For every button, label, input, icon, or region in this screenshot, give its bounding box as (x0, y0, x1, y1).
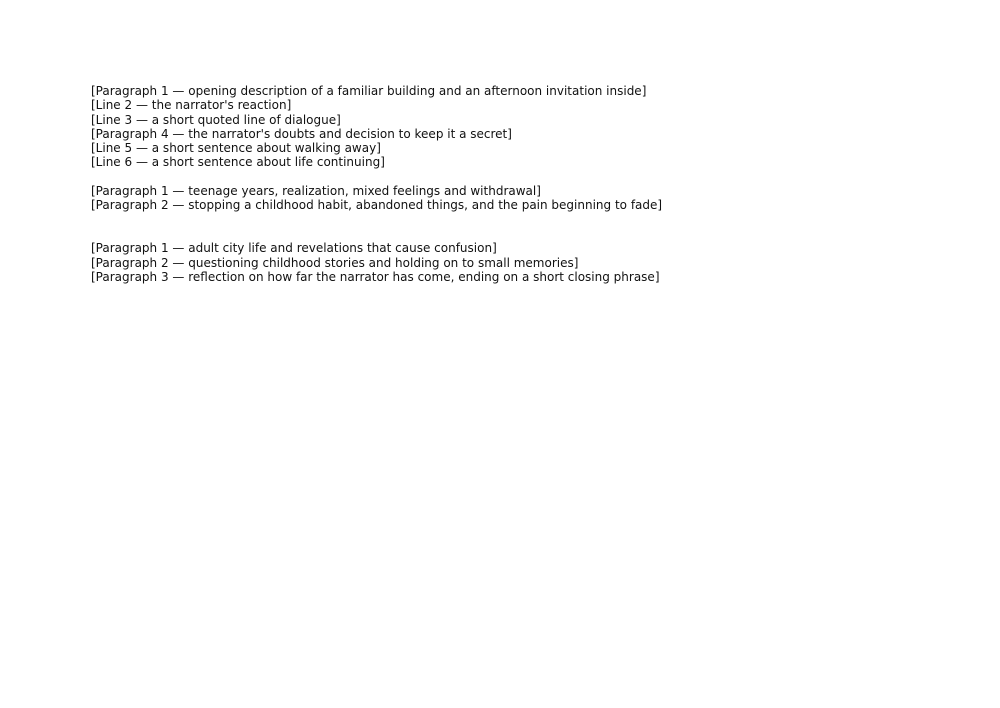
paragraph-spacer (91, 170, 896, 184)
body-paragraph: [Line 6 — a short sentence about life continuing] (91, 155, 385, 170)
body-paragraph: [Line 3 — a short quoted line of dialogue] (91, 112, 341, 127)
body-paragraph: [Line 5 — a short sentence about walking away] (91, 141, 381, 156)
body-paragraph: [Paragraph 3 — reflection on how far the narrator has come, ending on a short closing phrase] (91, 269, 660, 284)
body-paragraph: [Paragraph 4 — the narrator's doubts and decision to keep it a secret] (91, 126, 512, 141)
body-paragraph: [Paragraph 1 — teenage years, realization, mixed feelings and withdrawal] (91, 184, 541, 199)
paragraph-spacer (91, 213, 896, 242)
body-paragraph: [Line 2 — the narrator's reaction] (91, 98, 292, 113)
body-paragraph: [Paragraph 2 — questioning childhood stories and holding on to small memories] (91, 255, 579, 270)
body-paragraph: [Paragraph 1 — opening description of a familiar building and an afternoon invitation inside] (91, 84, 647, 98)
document-body (91, 84, 896, 284)
body-paragraph: [Paragraph 2 — stopping a childhood habit, abandoned things, and the pain beginning to fade] (91, 198, 663, 213)
body-paragraph: [Paragraph 1 — adult city life and revelations that cause confusion] (91, 241, 497, 256)
